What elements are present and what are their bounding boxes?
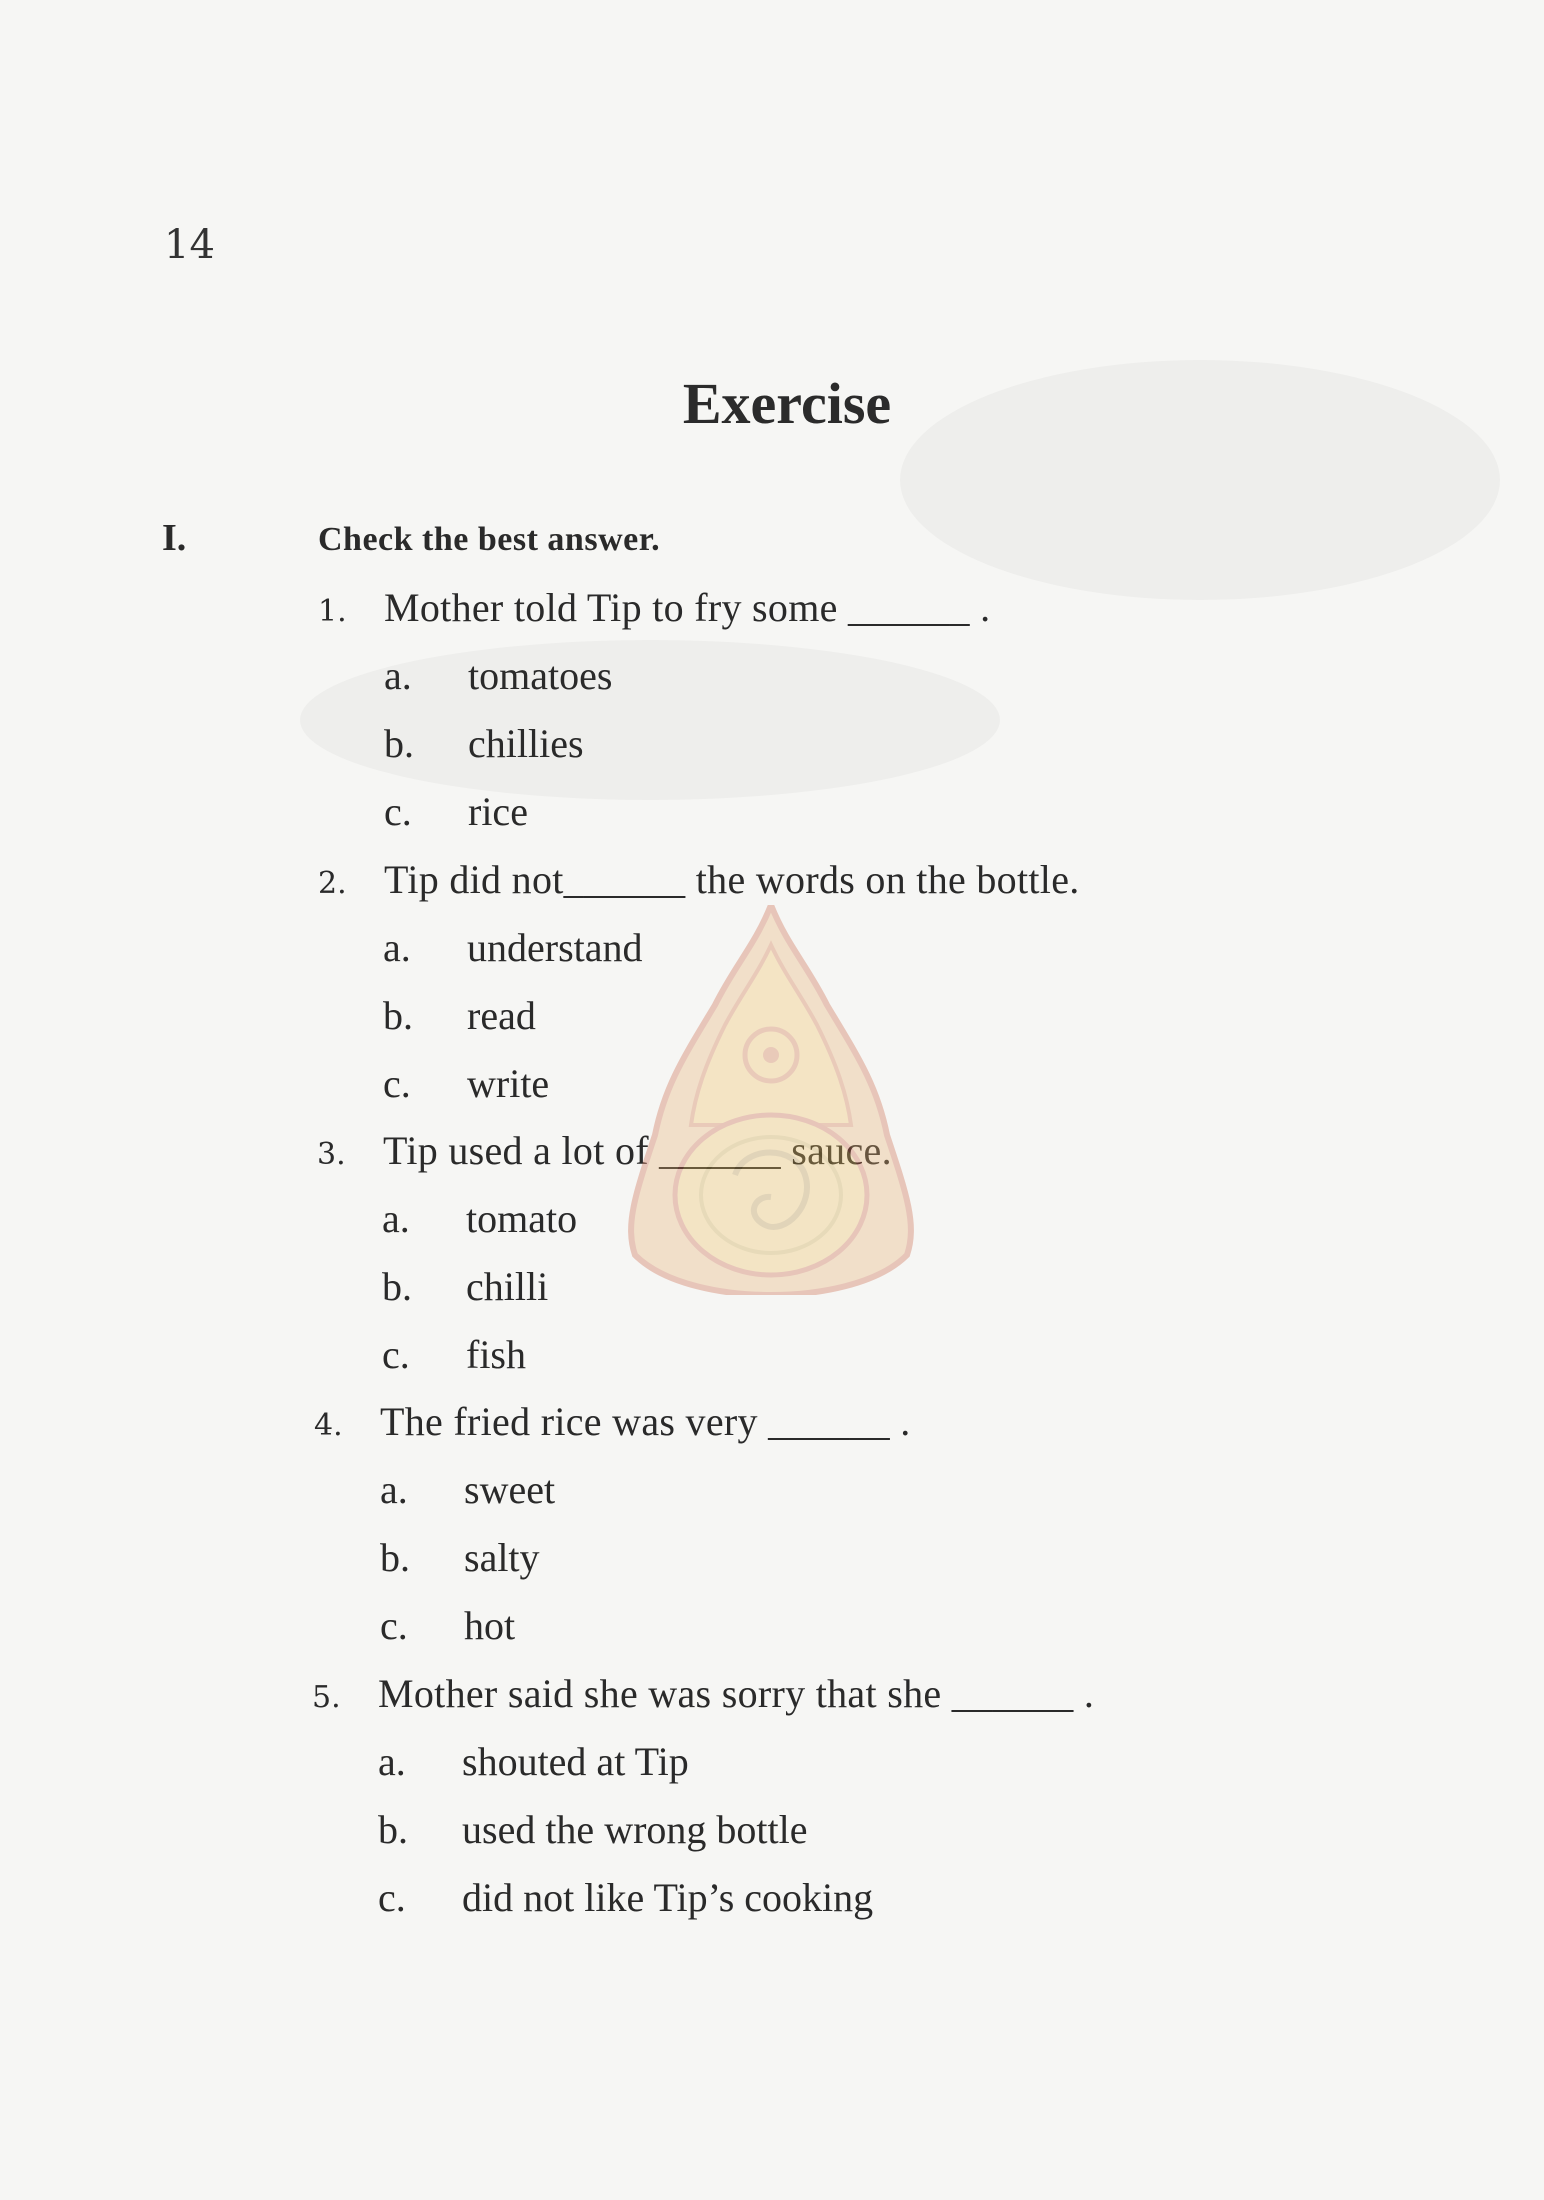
answer-option[interactable]	[382, 1195, 577, 1242]
option-letter: a.	[383, 925, 411, 970]
question	[314, 1398, 911, 1445]
question	[318, 584, 990, 631]
question	[317, 1127, 892, 1174]
option-text: chillies	[468, 721, 584, 766]
answer-option[interactable]	[383, 1060, 549, 1107]
option-letter: b.	[382, 1264, 412, 1309]
option-text: tomatoes	[468, 653, 613, 698]
answer-option[interactable]	[384, 788, 528, 835]
option-text: sweet	[464, 1467, 556, 1512]
option-text: salty	[464, 1535, 540, 1580]
option-letter: b.	[380, 1535, 410, 1580]
answer-option[interactable]	[378, 1874, 873, 1921]
option-letter: c.	[383, 1061, 411, 1106]
question-text: Mother told Tip to fry some ______ .	[384, 585, 991, 630]
section-label: I.	[162, 517, 187, 559]
answer-option[interactable]	[383, 924, 643, 971]
option-text: used the wrong bottle	[462, 1807, 808, 1852]
question-number: 5.	[312, 1680, 341, 1715]
answer-option[interactable]	[378, 1806, 808, 1853]
question	[312, 1670, 1094, 1717]
option-letter: a.	[384, 653, 412, 698]
question	[318, 856, 1080, 903]
option-letter: a.	[378, 1739, 406, 1784]
page-number: 14	[164, 222, 215, 268]
question-number: 2.	[318, 866, 347, 901]
option-text: hot	[464, 1603, 516, 1648]
question-text: Tip did not______ the words on the bottle.	[384, 857, 1080, 902]
question-text: Mother said she was sorry that she ______ .	[378, 1671, 1095, 1716]
option-text: did not like Tip’s cooking	[462, 1875, 874, 1920]
question-text: Tip used a lot of ______ sauce.	[383, 1128, 892, 1173]
option-text: rice	[468, 789, 528, 834]
ministry-emblem-watermark-icon	[625, 905, 917, 1295]
answer-option[interactable]	[382, 1331, 526, 1378]
option-letter: a.	[380, 1467, 408, 1512]
answer-option[interactable]	[382, 1263, 548, 1310]
answer-option[interactable]	[383, 992, 536, 1039]
option-letter: c.	[380, 1603, 408, 1648]
answer-option[interactable]	[378, 1738, 689, 1785]
option-text: fish	[466, 1332, 526, 1377]
page-title: Exercise	[682, 371, 892, 436]
question-number: 1.	[318, 594, 347, 629]
option-text: read	[467, 993, 536, 1038]
answer-option[interactable]	[380, 1534, 540, 1581]
question-text: The fried rice was very ______ .	[380, 1399, 911, 1444]
option-text: tomato	[466, 1196, 578, 1241]
answer-option[interactable]	[384, 652, 612, 699]
question-number: 3.	[317, 1137, 346, 1172]
answer-option[interactable]	[380, 1602, 515, 1649]
section-instruction: Check the best answer.	[318, 521, 661, 558]
option-text: chilli	[466, 1264, 549, 1309]
answer-option[interactable]	[384, 720, 584, 767]
question-number: 4.	[314, 1408, 343, 1443]
answer-option[interactable]	[380, 1466, 555, 1513]
option-letter: c.	[378, 1875, 406, 1920]
option-letter: b.	[378, 1807, 408, 1852]
option-letter: b.	[383, 993, 413, 1038]
option-text: shouted at Tip	[462, 1739, 689, 1784]
option-letter: c.	[384, 789, 412, 834]
option-text: write	[467, 1061, 550, 1106]
option-text: understand	[467, 925, 643, 970]
option-letter: c.	[382, 1332, 410, 1377]
option-letter: a.	[382, 1196, 410, 1241]
option-letter: b.	[384, 721, 414, 766]
